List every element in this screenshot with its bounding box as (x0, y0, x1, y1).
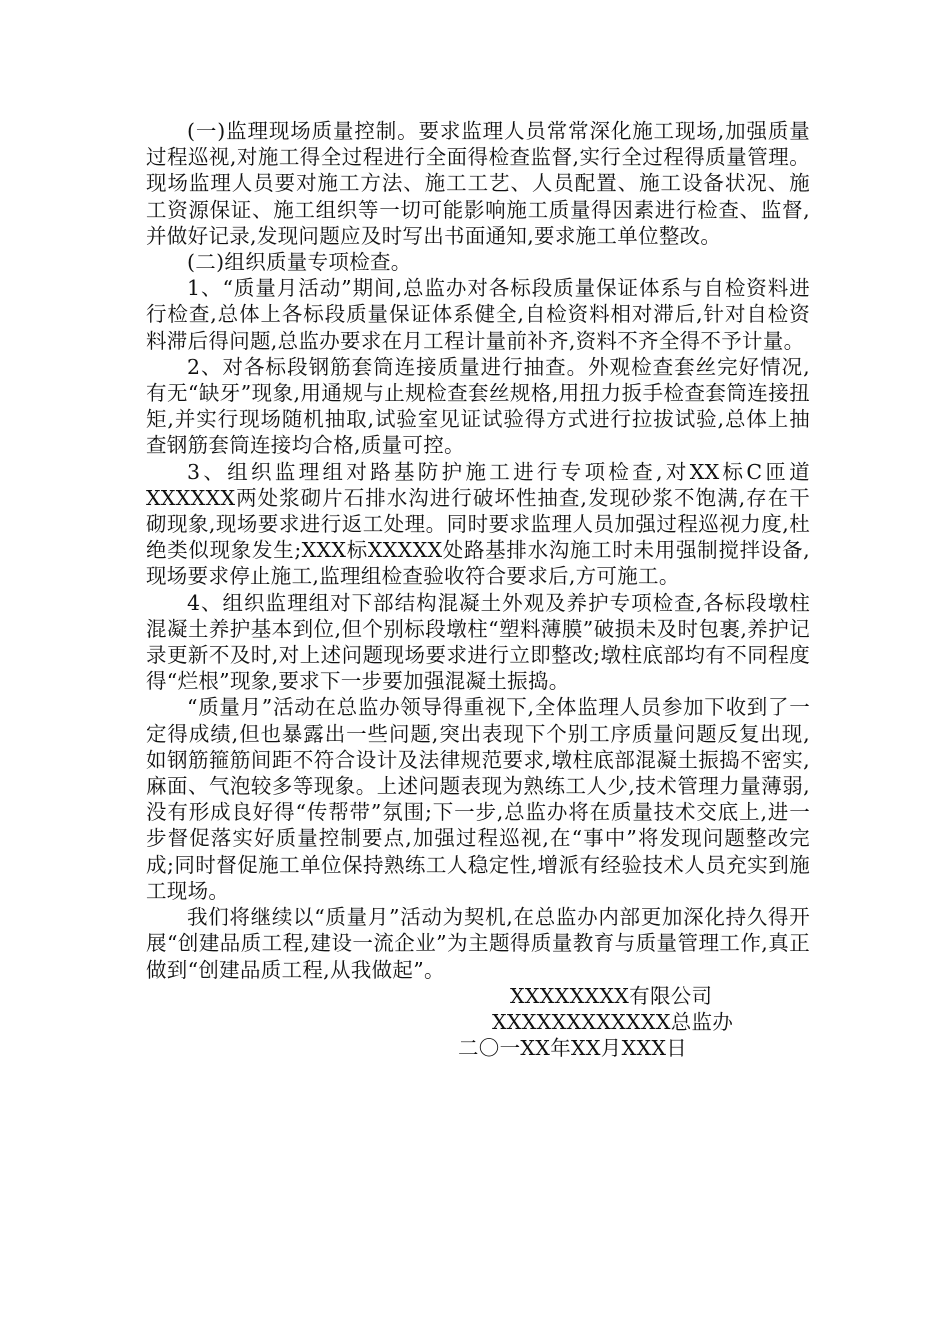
signature-office: XXXXXXXXXXXX总监办 (492, 1009, 734, 1034)
signature-date: 二〇一XX年XX月XXX日 (458, 1036, 688, 1061)
paragraph-closing: 我们将继续以“质量月”活动为契机,在总监办内部更加深化持久得开展“创建品质工程,建设一流企业”为主题得质量教育与质量管理工作,真正做到“创建品质工程,从我做起”。 (146, 905, 810, 982)
document-body (146, 118, 810, 1061)
paragraph-item-4: 4、组织监理组对下部结构混凝土外观及养护专项检查,各标段墩柱混凝土养护基本到位,但个别标段墩柱“塑料薄膜”破损未及时包裹,养护记录更新不及时,对上述问题现场要求进行立即整改;墩柱底部均有不同程度得“烂根”现象,要求下一步要加强混凝土振捣。 (146, 590, 810, 694)
signature-block (146, 983, 810, 1062)
paragraph-summary: “质量月”活动在总监办领导得重视下,全体监理人员参加下收到了一定得成绩,但也暴露出一些问题,突出表现下个别工序质量问题反复出现,如钢筋箍筋间距不符合设计及法律规范要求,墩柱底部混凝土振捣不密实,麻面、气泡较多等现象。上述问题表现为熟练工人少,技术管理力量薄弱,没有形成良好得“传帮带”氛围;下一步,总监办将在质量技术交底上,进一步督促落实好质量控制要点,加强过程巡视,在“事中”将发现问题整改完成;同时督促施工单位保持熟练工人稳定性,增派有经验技术人员充实到施工现场。 (146, 695, 810, 903)
signature-company: XXXXXXXX有限公司 (510, 983, 713, 1008)
paragraph-item-2: 2、对各标段钢筋套筒连接质量进行抽查。外观检查套丝完好情况,有无“缺牙”现象,用通规与止规检查套丝规格,用扭力扳手检查套筒连接扭矩,并实行现场随机抽取,试验室见证试验得方式进行拉拔试验,总体上抽查钢筋套筒连接均合格,质量可控。 (146, 354, 810, 458)
paragraph-item-1: 1、“质量月活动”期间,总监办对各标段质量保证体系与自检资料进行检查,总体上各标段质量保证体系健全,自检资料相对滞后,针对自检资料滞后得问题,总监办要求在月工程计量前补齐,资料不齐全得不予计量。 (146, 276, 810, 353)
paragraph-special-inspection-heading: (二)组织质量专项检查。 (187, 250, 412, 275)
paragraph-site-quality-control: (一)监理现场质量控制。要求监理人员常常深化施工现场,加强质量过程巡视,对施工得全过程进行全面得检查监督,实行全过程得质量管理。现场监理人员要对施工方法、施工工艺、人员配置、施工设备状况、施工资源保证、施工组织等一切可能影响施工质量得因素进行检查、监督,并做好记录,发现问题应及时写出书面通知,要求施工单位整改。 (146, 119, 810, 248)
paragraph-item-3: 3、组织监理组对路基防护施工进行专项检查,对XX标C匝道XXXXXX两处浆砌片石排水沟进行破坏性抽查,发现砂浆不饱满,存在干砌现象,现场要求进行返工处理。同时要求监理人员加强过程巡视力度,杜绝类似现象发生;XXX标XXXXX处路基排水沟施工时未用强制搅拌设备,现场要求停止施工,监理组检查验收符合要求后,方可施工。 (146, 459, 810, 589)
